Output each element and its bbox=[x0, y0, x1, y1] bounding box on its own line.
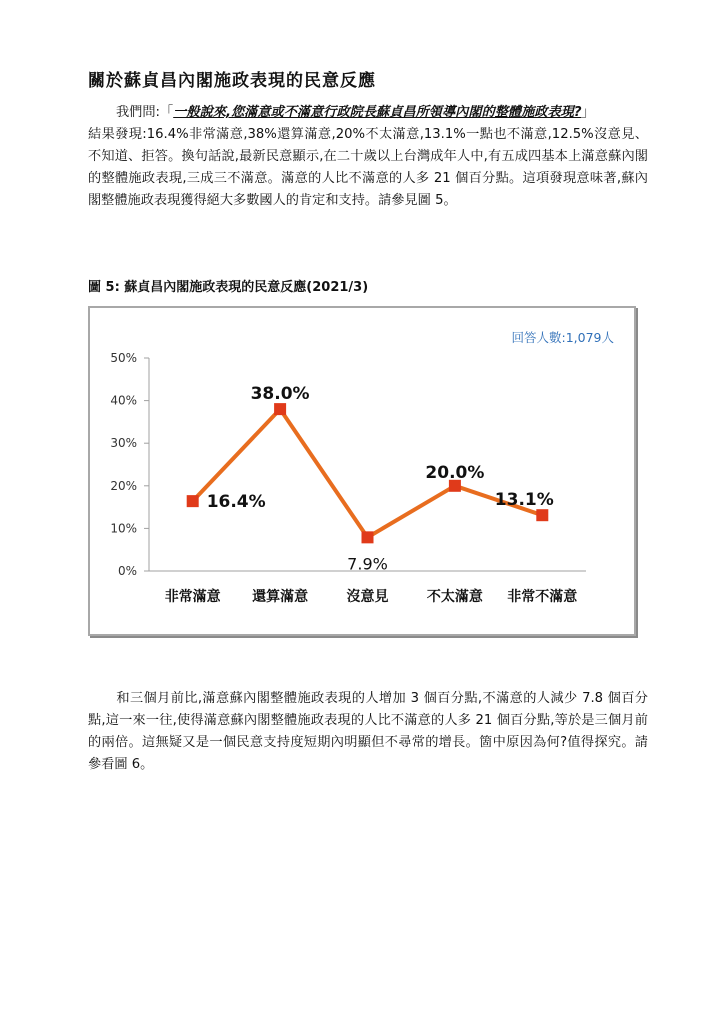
data-point-marker bbox=[362, 531, 374, 543]
comparison-text: 和三個月前比,滿意蘇內閣整體施政表現的人增加 3 個百分點,不滿意的人減少 7.8 個百分點,這一來一往,使得滿意蘇內閣整體施政表現的人比不滿意的人多 21 個百分點,等於是三個月前的兩倍。這無疑又是一個民意支持度短期內明顯但不尋常的增長。箇中原因為何?值得探究。請參看圖 6。 bbox=[88, 691, 648, 772]
data-point-marker bbox=[187, 495, 199, 507]
figure-title: 圖 5: 蘇貞昌內閣施政表現的民意反應(2021/3) bbox=[88, 280, 369, 295]
x-category-label: 非常不滿意 bbox=[507, 589, 578, 605]
series-line bbox=[193, 409, 543, 537]
paragraph-comparison bbox=[88, 688, 648, 776]
question-lead: 我們問:「 bbox=[116, 105, 174, 120]
data-label: 20.0% bbox=[425, 462, 485, 483]
y-tick-label: 20% bbox=[110, 478, 137, 493]
chart-frame bbox=[88, 306, 636, 636]
paragraph-intro bbox=[88, 102, 648, 212]
data-point-marker bbox=[536, 509, 548, 521]
data-point-marker bbox=[274, 403, 286, 415]
y-tick-label: 50% bbox=[110, 351, 137, 365]
section-title: 關於蘇貞昌內閣施政表現的民意反應 bbox=[88, 71, 376, 91]
respondent-count: 回答人數:1,079人 bbox=[511, 330, 614, 345]
data-label: 13.1% bbox=[494, 490, 554, 511]
line-chart bbox=[90, 308, 634, 634]
y-tick-label: 10% bbox=[110, 521, 137, 536]
question-close: 」 bbox=[581, 105, 595, 120]
data-label: 38.0% bbox=[250, 384, 310, 405]
results-text: 結果發現:16.4%非常滿意,38%還算滿意,20%不太滿意,13.1%一點也不滿意,12.5%沒意見、不知道、拒答。換句話說,最新民意顯示,在二十歲以上台灣成年人中,有五成四基本上滿意蘇內閣的整體施政表現,三成三不滿意。滿意的人比不滿意的人多 21 個百分點。這項發現意味著,蘇內閣整體施政表現獲得絕大多數國人的肯定和支持。請參見圖 5。 bbox=[88, 127, 648, 208]
x-category-label: 沒意見 bbox=[346, 589, 389, 605]
y-tick-label: 40% bbox=[110, 393, 137, 408]
x-category-label: 不太滿意 bbox=[426, 589, 483, 605]
data-label: 7.9% bbox=[347, 554, 388, 574]
y-tick-label: 0% bbox=[117, 564, 137, 578]
survey-question: 一般說來,您滿意或不滿意行政院長蘇貞昌所領導內閣的整體施政表現? bbox=[173, 105, 582, 120]
x-category-label: 非常滿意 bbox=[164, 589, 221, 605]
x-category-label: 還算滿意 bbox=[252, 589, 309, 605]
data-label: 16.4% bbox=[206, 492, 266, 513]
y-tick-label: 30% bbox=[110, 436, 137, 451]
